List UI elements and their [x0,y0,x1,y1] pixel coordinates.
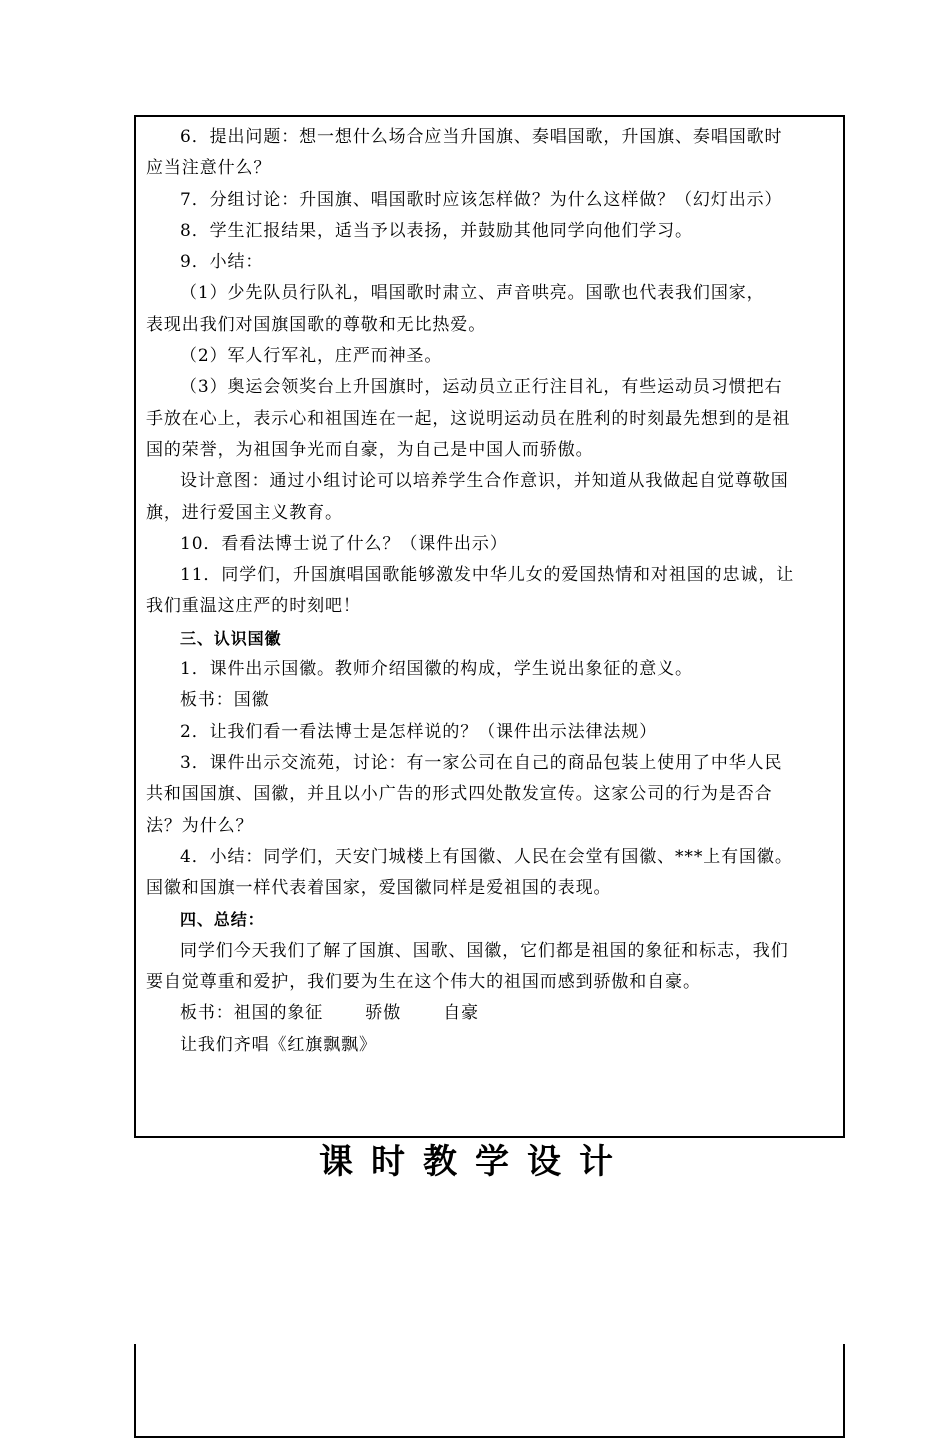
text-line: 11．同学们，升国旗唱国歌能够激发中华儿女的爱国热情和对祖国的忠诚，让 [180,565,795,586]
text-line: 1．课件出示国徽。教师介绍国徽的构成，学生说出象征的意义。 [180,659,693,680]
text-line: 旗，进行爱国主义教育。 [146,502,343,523]
text-line: 国徽和国旗一样代表着国家，爱国徽同样是爱祖国的表现。 [146,878,612,899]
text-line: 手放在心上，表示心和祖国连在一起，这说明运动员在胜利的时刻最先想到的是祖 [146,408,791,429]
text-line: 国的荣誉，为祖国争光而自豪，为自己是中国人而骄傲。 [146,439,594,460]
text-line: 6．提出问题：想一想什么场合应当升国旗、奏唱国歌，升国旗、奏唱国歌时 [180,127,783,147]
text-line: （3）奥运会领奖台上升国旗时，运动员立正行注目礼，有些运动员习惯把右 [180,377,783,398]
section-heading: 三、认识国徽 [180,628,282,648]
text-line: 板书：祖国的象征 骄傲 自豪 [180,1003,480,1024]
text-line: （2）军人行军礼，庄严而神圣。 [180,346,443,367]
text-line: 同学们今天我们了解了国旗、国歌、国徽，它们都是祖国的象征和标志，我们 [180,940,789,961]
section-heading: 四、总结： [180,910,265,930]
text-line: 4．小结：同学们，天安门城楼上有国徽、人民在会堂有国徽、***上有国徽。 [180,846,793,867]
text-line: 表现出我们对国旗国歌的尊敬和无比热爱。 [146,314,487,335]
text-line: 9．小结： [180,252,264,273]
text-line: 共和国国旗、国徽，并且以小广告的形式四处散发宣传。这家公司的行为是否合 [146,784,773,805]
text-line: 2．让我们看一看法博士是怎样说的？（课件出示法律法规） [180,721,658,742]
text-line: 3．课件出示交流苑，讨论：有一家公司在自己的商品包装上使用了中华人民 [180,752,783,773]
text-line: 应当注意什么？ [146,158,272,179]
text-line: 7．分组讨论：升国旗、唱国歌时应该怎样做？为什么这样做？（幻灯出示） [180,189,783,210]
page-title: 课时教学设计 [319,1142,631,1182]
text-line: 设计意图：通过小组讨论可以培养学生合作意识，并知道从我做起自觉尊敬国 [180,471,789,492]
lesson-content [146,122,836,1061]
text-line: 10．看看法博士说了什么？（课件出示） [180,533,508,554]
table-bottom-border [134,1136,845,1138]
text-line: 要自觉尊重和爱护，我们要为生在这个伟大的祖国而感到骄傲和自豪。 [146,972,701,993]
text-line: 板书：国徽 [180,690,270,711]
text-line: 我们重温这庄严的时刻吧！ [146,596,361,617]
text-line: （1）少先队员行队礼，唱国歌时肃立、声音哄亮。国歌也代表我们国家， [180,283,765,304]
text-line: 8．学生汇报结果，适当予以表扬，并鼓励其他同学向他们学习。 [180,220,693,241]
text-line: 法？为什么？ [146,815,254,836]
text-line: 让我们齐唱《红旗飘飘》 [180,1034,377,1055]
